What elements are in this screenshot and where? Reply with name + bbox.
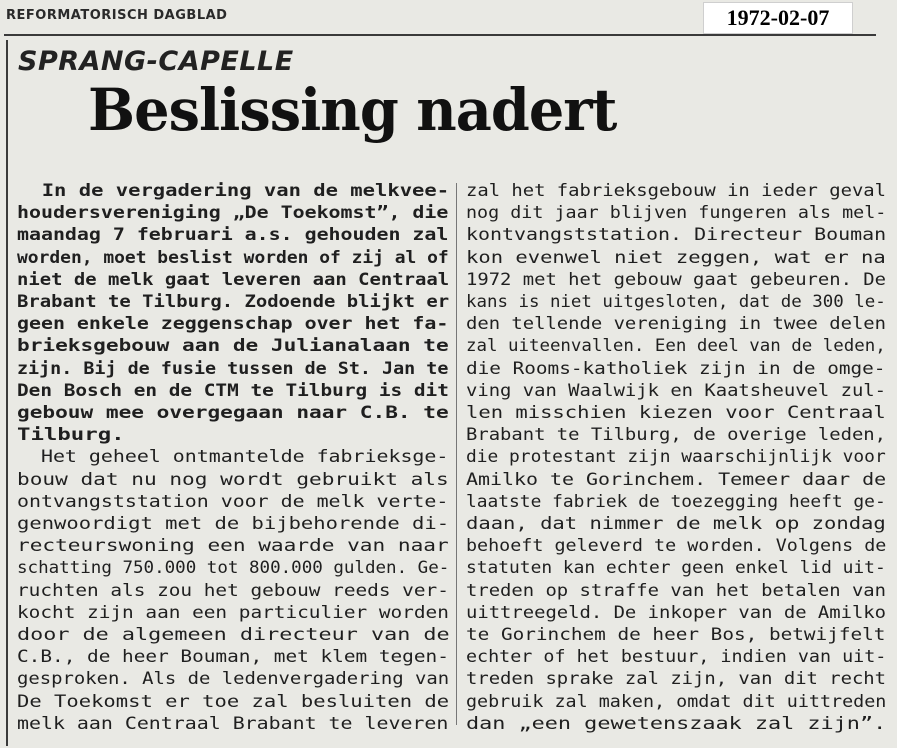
text-line: Brabant te Tilburg, de overige leden, [466, 425, 887, 446]
text-line: den tellende vereniging in twee delen [466, 314, 887, 335]
text-line: geen enkele zeggenschap over het fa- [17, 314, 449, 335]
text-line: houdersvereniging „De Toekomst”, die [17, 203, 449, 224]
text-line: Amilko te Gorinchem. Temeer daar de [466, 469, 887, 490]
text-line: ving van Waalwijk en Kaatsheuvel zul- [466, 380, 887, 401]
column-divider [456, 183, 457, 725]
text-line: 1972 met het gebouw gaat gebeuren. De [466, 269, 887, 290]
text-line: behoeft geleverd te worden. Volgens de [466, 536, 887, 557]
text-line: gebruik zal maken, omdat dit uittreden [466, 691, 887, 712]
text-line: die Rooms-katholiek zijn in de omge- [466, 358, 886, 379]
text-line: C.B., de heer Bouman, met klem tegen- [17, 647, 449, 668]
text-line: kocht zijn aan een particulier worden [17, 602, 449, 623]
text-line: zijn. Bij de fusie tussen de St. Jan te [17, 358, 449, 379]
text-line: brieksgebouw aan de Julianalaan te [17, 336, 449, 357]
left-column [17, 180, 449, 735]
text-line: len misschien kiezen voor Centraal [466, 403, 886, 424]
text-line: niet de melk gaat leveren aan Centraal [17, 269, 450, 290]
text-line: laatste fabriek de toezegging heeft ge- [466, 491, 886, 512]
text-line: nog dit jaar blijven fungeren als mel- [466, 203, 887, 224]
text-line: gesproken. Als de ledenvergadering van [17, 669, 450, 690]
text-line: uittreegeld. De inkoper van de Amilko [466, 602, 887, 623]
text-line: kans is niet uitgesloten, dat de 300 le- [466, 292, 886, 313]
text-line: ruchten als zou het gebouw reeds ver- [17, 580, 449, 601]
text-line: te Gorinchem de heer Bos, betwijfelt [466, 625, 886, 646]
text-line: statuten kan echter geen enkel lid uit- [466, 558, 886, 579]
text-line: kon evenwel niet zeggen, wat er na [466, 247, 886, 268]
text-line: ontvangststation voor de melk verte- [17, 491, 449, 512]
top-rule [4, 34, 876, 36]
date-label: 1972-02-07 [703, 2, 853, 34]
lead-paragraph [17, 180, 449, 446]
text-line: bouw dat nu nog wordt gebruikt als [17, 469, 449, 490]
body-paragraph-left [17, 446, 449, 735]
newspaper-name: REFORMATORISCH DAGBLAD [6, 8, 228, 23]
text-line: worden, moet beslist worden of zij al of [17, 247, 449, 268]
text-line: Het geheel ontmantelde fabrieksge- [17, 447, 449, 468]
text-line: echter of het bestuur, indien van uit- [466, 647, 887, 668]
text-line: Tilburg. [17, 425, 125, 446]
text-line: genwoordigt met de bijbehorende di- [17, 514, 450, 535]
text-line: daan, dat nimmer de melk op zondag [466, 514, 886, 535]
body-paragraph-right [466, 180, 886, 735]
text-line: treden sprake zal zijn, van dit recht [466, 669, 887, 690]
text-line: De Toekomst er toe zal besluiten de [17, 691, 450, 712]
left-rule [6, 40, 8, 746]
text-line: dan „een gewetenszaak zal zijn”. [466, 713, 887, 734]
text-line: zal uiteenvallen. Een deel van de leden, [466, 336, 886, 357]
text-line: zal het fabrieksgebouw in ieder geval [466, 181, 887, 201]
article-kicker: SPRANG-CAPELLE [18, 46, 294, 77]
text-line: maandag 7 februari a.s. gehouden zal [17, 225, 449, 246]
text-line: recteurswoning een waarde van naar [17, 536, 449, 557]
text-line: Den Bosch en de CTM te Tilburg is dit [17, 380, 449, 401]
text-line: kontvangststation. Directeur Bouman [466, 225, 887, 246]
text-line: melk aan Centraal Brabant te leveren [17, 713, 449, 734]
text-line: die protestant zijn waarschijnlijk voor [466, 447, 886, 468]
text-line: In de vergadering van de melkvee- [17, 181, 450, 201]
article-headline: Beslissing nadert [88, 76, 617, 144]
text-line: treden op straffe van het betalen van [466, 580, 887, 601]
text-line: gebouw mee overgegaan naar C.B. te [17, 403, 449, 424]
text-line: Brabant te Tilburg. Zodoende blijkt er [17, 292, 450, 313]
text-line: schatting 750.000 tot 800.000 gulden. Ge- [17, 558, 450, 579]
right-column [466, 180, 886, 735]
text-line: door de algemeen directeur van de [17, 625, 450, 646]
